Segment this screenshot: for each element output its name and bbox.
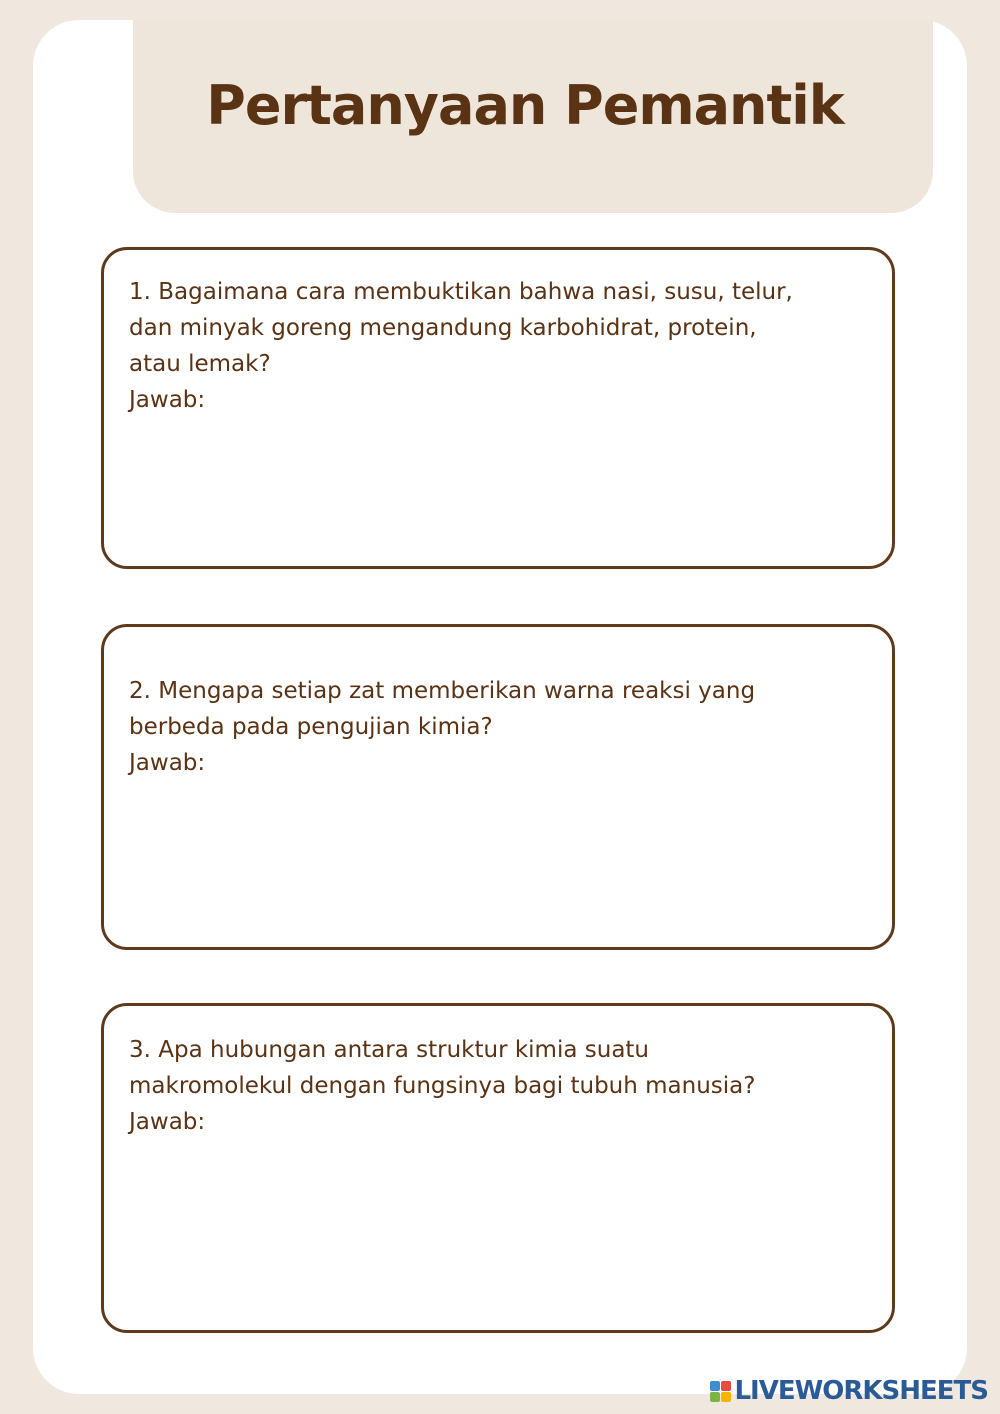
- question-line: 2. Mengapa setiap zat memberikan warna reaksi yang: [129, 678, 756, 704]
- question-text-3: [129, 1032, 862, 1140]
- question-text-1: [129, 274, 862, 418]
- liveworksheets-logo-icon: [710, 1381, 731, 1402]
- question-box-3[interactable]: [101, 1003, 895, 1333]
- question-line: 1. Bagaimana cara membuktikan bahwa nasi, susu, telur,: [129, 279, 793, 305]
- page-title: Pertanyaan Pemantik: [206, 74, 844, 137]
- question-box-2[interactable]: [101, 624, 895, 950]
- answer-label: Jawab:: [129, 387, 206, 413]
- answer-label: Jawab:: [129, 750, 206, 776]
- question-box-1[interactable]: [101, 247, 895, 569]
- logo-square: [721, 1392, 731, 1402]
- logo-square: [721, 1381, 731, 1391]
- logo-square: [710, 1392, 720, 1402]
- answer-label: Jawab:: [129, 1109, 206, 1135]
- question-line: makromolekul dengan fungsinya bagi tubuh manusia?: [129, 1073, 756, 1099]
- logo-square: [710, 1381, 720, 1391]
- question-line: atau lemak?: [129, 351, 271, 377]
- brand-text: LIVEWORKSHEETS: [734, 1376, 988, 1406]
- question-text-2: [129, 673, 862, 781]
- question-line: 3. Apa hubungan antara struktur kimia suatu: [129, 1037, 650, 1063]
- question-line: berbeda pada pengujian kimia?: [129, 714, 493, 740]
- liveworksheets-brand: [710, 1376, 988, 1406]
- question-line: dan minyak goreng mengandung karbohidrat, protein,: [129, 315, 757, 341]
